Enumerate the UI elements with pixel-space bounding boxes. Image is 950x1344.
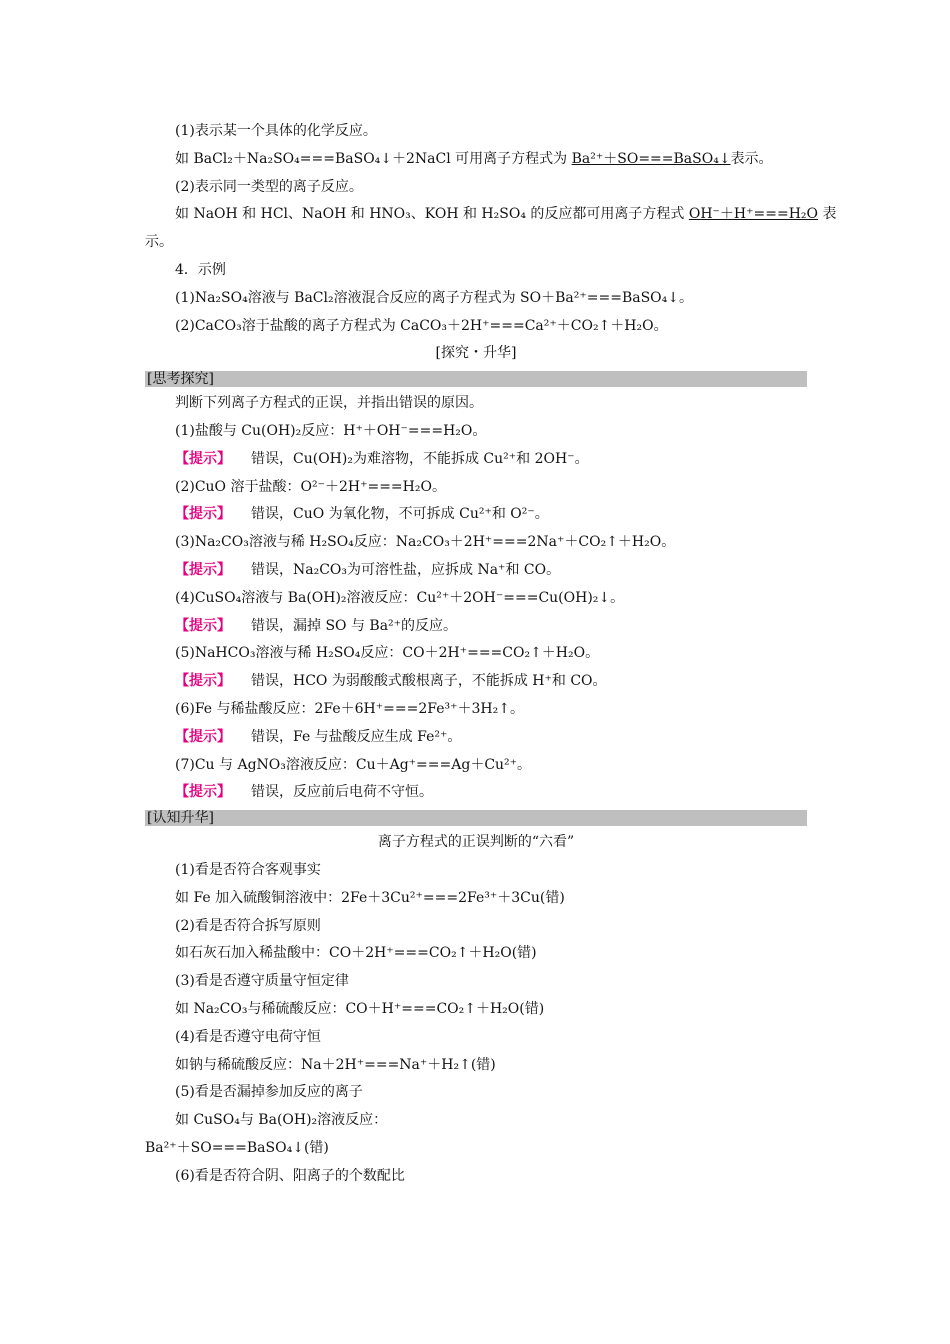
section-title: [探究・升华] — [435, 345, 517, 362]
six-line: 如 CuSO₄与 Ba(OH)₂溶液反应： — [175, 1112, 388, 1129]
six-line: (3)看是否遵守质量守恒定律 — [175, 973, 349, 990]
hint-line — [145, 446, 807, 474]
question-line: (7)Cu 与 AgNO₃溶液反应：Cu＋Ag⁺===Ag＋Cu²⁺。 — [175, 756, 532, 773]
six-line: (6)看是否符合阴、阳离子的个数配比 — [175, 1167, 405, 1184]
six-line: 如石灰石加入稀盐酸中：CO＋2H⁺===CO₂↑＋H₂O(错) — [175, 945, 537, 962]
six-line: (4)看是否遵守电荷守恒 — [175, 1028, 321, 1045]
hint-label: 【提示】 — [175, 506, 231, 523]
hint-line — [145, 613, 807, 641]
hint-text: 错误，CuO 为氧化物，不可拆成 Cu²⁺和 O²⁻。 — [251, 506, 549, 523]
text-line: (2)表示同一类型的离子反应。 — [175, 178, 363, 195]
hint-label: 【提示】 — [175, 728, 231, 745]
hint-text: 错误，Na₂CO₃为可溶性盐，应拆成 Na⁺和 CO。 — [251, 561, 561, 578]
intro-line: 判断下列离子方程式的正误，并指出错误的原因。 — [175, 395, 483, 412]
six-line: 如 Na₂CO₃与稀硫酸反应：CO＋H⁺===CO₂↑＋H₂O(错) — [175, 1000, 545, 1017]
hint-label: 【提示】 — [175, 617, 231, 634]
question-line: (1)盐酸与 Cu(OH)₂反应：H⁺＋OH⁻===H₂O。 — [175, 422, 487, 439]
underlined-answer: OH⁻＋H⁺===H₂O — [688, 206, 819, 223]
hint-label: 【提示】 — [175, 673, 231, 690]
hint-line — [145, 668, 807, 696]
question-line: (2)CuO 溶于盐酸：O²⁻＋2H⁺===H₂O。 — [175, 478, 446, 495]
hint-text: 错误，反应前后电荷不守恒。 — [251, 784, 433, 801]
hint-line — [145, 779, 807, 807]
text-line: (1)表示某一个具体的化学反应。 — [175, 123, 377, 139]
text-line — [145, 201, 837, 229]
six-list — [145, 857, 807, 1191]
six-line: Ba²⁺＋SO===BaSO₄↓(错) — [145, 1139, 329, 1156]
hint-label: 【提示】 — [175, 561, 231, 578]
question-line: (6)Fe 与稀盐酸反应：2Fe＋6H⁺===2Fe³⁺＋3H₂↑。 — [175, 700, 524, 717]
text-segment: 如 NaOH 和 HCl、NaOH 和 HNO₃、KOH 和 H₂SO₄ 的反应都可用离子方程式 — [175, 206, 689, 223]
question-line: (4)CuSO₄溶液与 Ba(OH)₂溶液反应：Cu²⁺＋2OH⁻===Cu(OH)₂↓。 — [175, 589, 625, 606]
document-page — [145, 118, 837, 1190]
question-line: (5)NaHCO₃溶液与稀 H₂SO₄反应：CO＋2H⁺===CO₂↑＋H₂O。 — [175, 645, 600, 662]
hint-text: 错误，Cu(OH)₂为难溶物，不能拆成 Cu²⁺和 2OH⁻。 — [251, 450, 589, 467]
question-line: (3)Na₂CO₃溶液与稀 H₂SO₄反应：Na₂CO₃＋2H⁺===2Na⁺＋CO₂↑＋H₂O。 — [175, 534, 676, 551]
text-segment: 如 BaCl₂＋Na₂SO₄===BaSO₄↓＋2NaCl 可用离子方程式为 — [175, 150, 572, 167]
six-title: 离子方程式的正误判断的“六看” — [377, 834, 575, 851]
text-segment: 表 — [818, 206, 837, 223]
hint-line — [145, 557, 807, 585]
hint-line — [145, 724, 807, 752]
six-line: (2)看是否符合拆写原则 — [175, 917, 321, 934]
question-list — [145, 418, 807, 807]
text-line — [145, 146, 807, 174]
hint-text: 错误，漏掉 SO 与 Ba²⁺的反应。 — [251, 617, 458, 634]
text-line: 4．示例 — [175, 261, 226, 278]
text-line: 示。 — [145, 234, 173, 251]
text-line: (1)Na₂SO₄溶液与 BaCl₂溶液混合反应的离子方程式为 SO＋Ba²⁺===BaSO₄↓。 — [175, 289, 693, 306]
six-line: 如 Fe 加入硫酸铜溶液中：2Fe＋3Cu²⁺===2Fe³⁺＋3Cu(错) — [175, 889, 565, 906]
hint-label: 【提示】 — [175, 450, 231, 467]
text-segment: 表示。 — [730, 150, 773, 167]
hint-label: 【提示】 — [175, 784, 231, 801]
section-bar-summary: [认知升华] — [145, 810, 807, 826]
hint-text: 错误，HCO 为弱酸酸式酸根离子，不能拆成 H⁺和 CO。 — [251, 673, 607, 690]
six-line: (1)看是否符合客观事实 — [175, 861, 321, 878]
section-bar-think: [思考探究] — [145, 371, 807, 387]
six-line: 如钠与稀硫酸反应：Na＋2H⁺===Na⁺＋H₂↑(错) — [175, 1056, 496, 1073]
six-line: (5)看是否漏掉参加反应的离子 — [175, 1084, 363, 1101]
text-line: (2)CaCO₃溶于盐酸的离子方程式为 CaCO₃＋2H⁺===Ca²⁺＋CO₂↑＋H₂O。 — [175, 317, 668, 334]
underlined-answer: Ba²⁺＋SO===BaSO₄↓ — [571, 150, 731, 167]
hint-text: 错误，Fe 与盐酸反应生成 Fe²⁺。 — [251, 728, 462, 745]
hint-line — [145, 501, 807, 529]
